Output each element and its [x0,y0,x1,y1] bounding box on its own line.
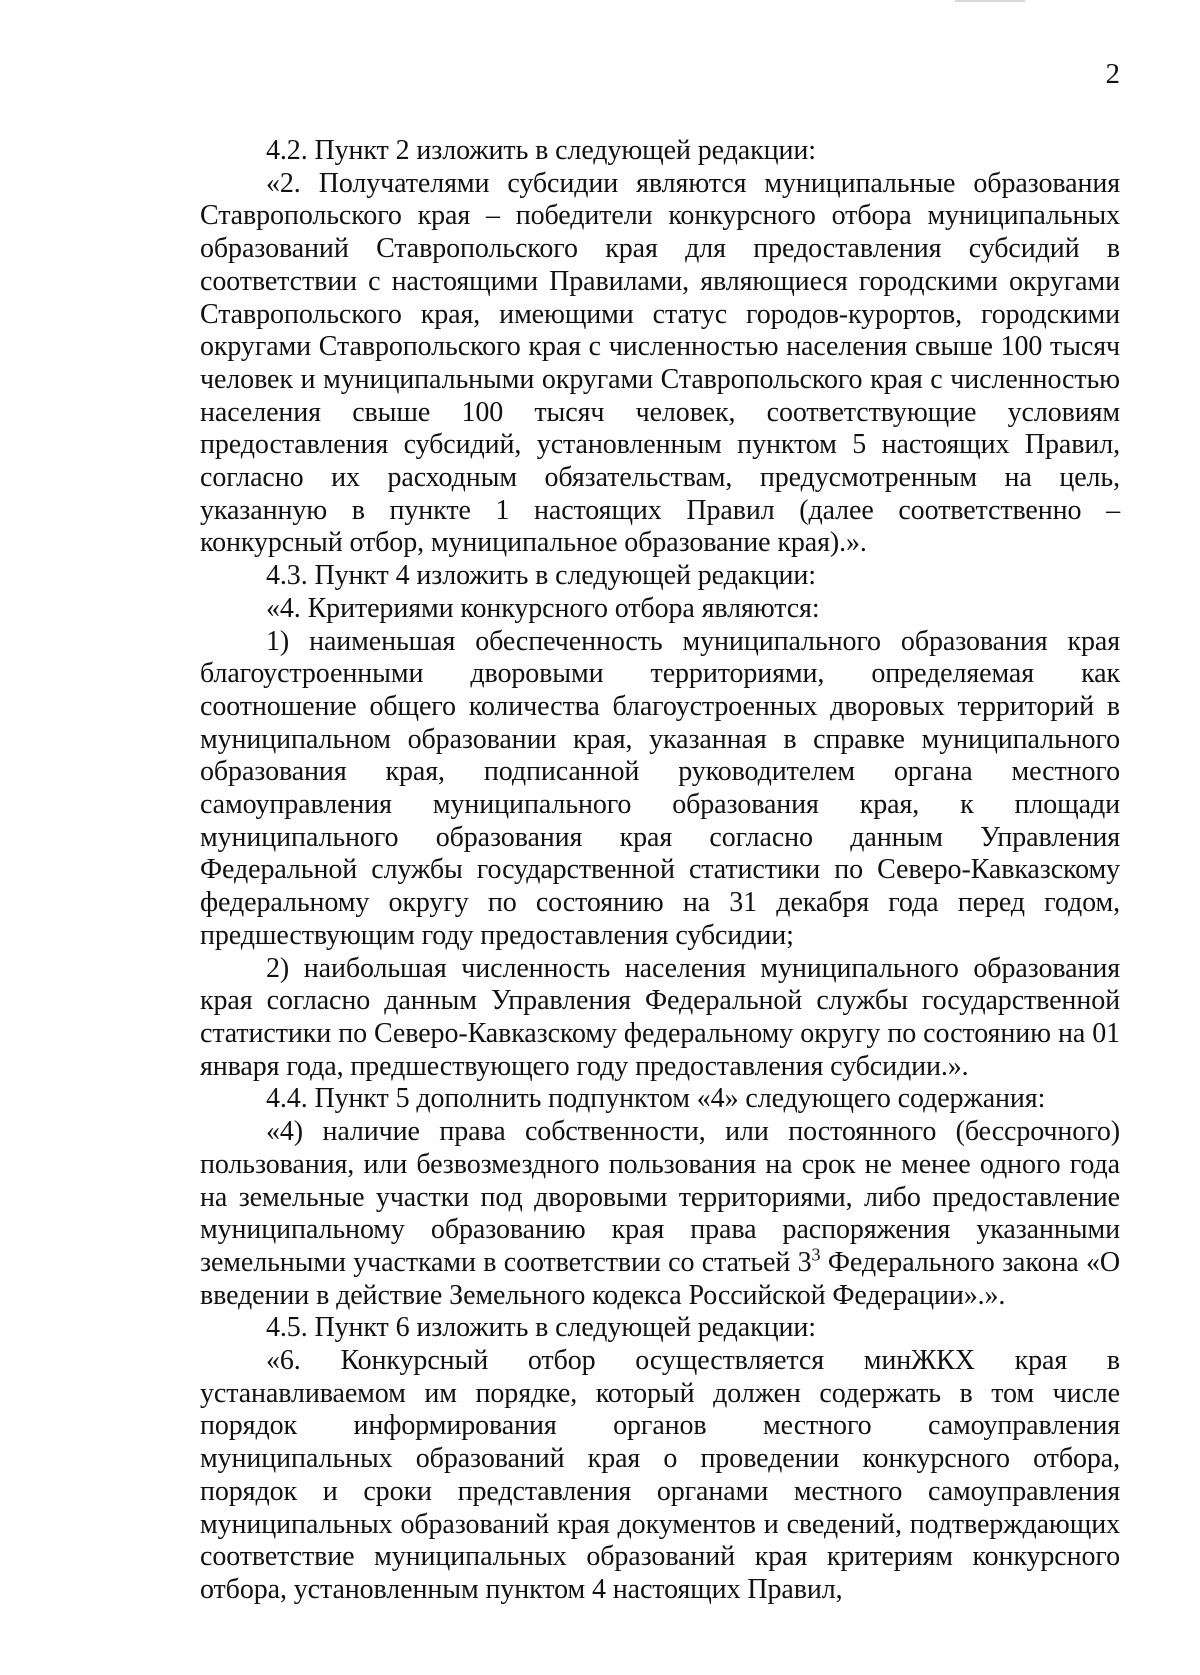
paragraph-land-rights [200,1116,1120,1312]
article-superscript: 3 [811,1244,821,1265]
land-rights-text-after: Федерального закона «О введении в действие Земельного кодекса Российской Федерации».». [200,1246,1120,1311]
paragraph-4-3: 4.3. Пункт 4 изложить в следующей редакции: [266,560,816,592]
paragraph-recipients: «2. Получателями субсидии являются муниципальные образования Ставропольского края – победители конкурсного отбора муниципальных образований Ставропольского края для предоставления субсидий в соответствии с настоящими Правилами, являющиеся городскими округами Ставропольского края, имеющими статус городов-курортов, городскими округами Ставропольского края с численностью населения свыше 100 тысяч человек и муниципальными округами Ставропольского края с численностью населения свыше 100 тысяч человек, соответствующие условиям предоставления субсидий, установленным пунктом 5 настоящих Правил, согласно их расходным обязательствам, предусмотренным на цель, указанную в пункте 1 настоящих Правил (далее соответственно – конкурсный отбор, муниципальное образование края).». [200,167,1120,559]
paragraph-competitive-selection: «6. Конкурсный отбор осуществляется минЖКХ края в устанавливаемом им порядке, который должен содержать в том числе порядок информирования органов местного самоуправления муниципальных образований края о проведении конкурсного отбора, порядок и сроки представления органами местного самоуправления муниципальных образований края документов и сведений, подтверждающих соответствие муниципальных образований края критериям конкурсного отбора, установленным пунктом 4 настоящих Правил, [200,1345,1120,1605]
document-body [200,135,1120,1607]
paragraph-criterion-1: 1) наименьшая обеспеченность муниципального образования края благоустроенными дворовыми территориями, определяемая как соотношение общего количества благоустроенных дворовых территорий в муниципальном образовании края, указанная в справке муниципального образования края, подписанной руководителем органа местного самоуправления муниципального образования края, к площади муниципального образования края согласно данным Управления Федеральной службы государственной статистики по Северо-Кавказскому федеральному округу по состоянию на 31 декабря года перед годом, предшествующим году предоставления субсидии; [200,625,1120,951]
paragraph-4-2: 4.2. Пункт 2 изложить в следующей редакции: [266,135,816,166]
paragraph-criterion-2: 2) наибольшая численность населения муниципального образования края согласно данным Управления Федеральной службы государственной статистики по Северо-Кавказскому федеральному округу по состоянию на 01 января года, предшествующего году предоставления субсидии.». [200,952,1120,1082]
page-number: 2 [1105,58,1120,90]
scan-edge-mark [955,0,1025,2]
paragraph-4-5: 4.5. Пункт 6 изложить в следующей редакции: [266,1312,816,1344]
land-rights-text-before: «4) наличие права собственности, или постоянного (бессрочного) пользования, или безвозмездного пользования на срок не менее одного года на земельные участки под дворовыми территориями, либо предоставление муниципальному образованию края права распоряжения указанными земельными участками в соответствии со статьей 3 [200,1116,1120,1278]
paragraph-4-4: 4.4. Пункт 5 дополнить подпунктом «4» следующего содержания: [266,1083,1046,1115]
paragraph-criteria-heading: «4. Критериями конкурсного отбора являются: [266,592,820,624]
